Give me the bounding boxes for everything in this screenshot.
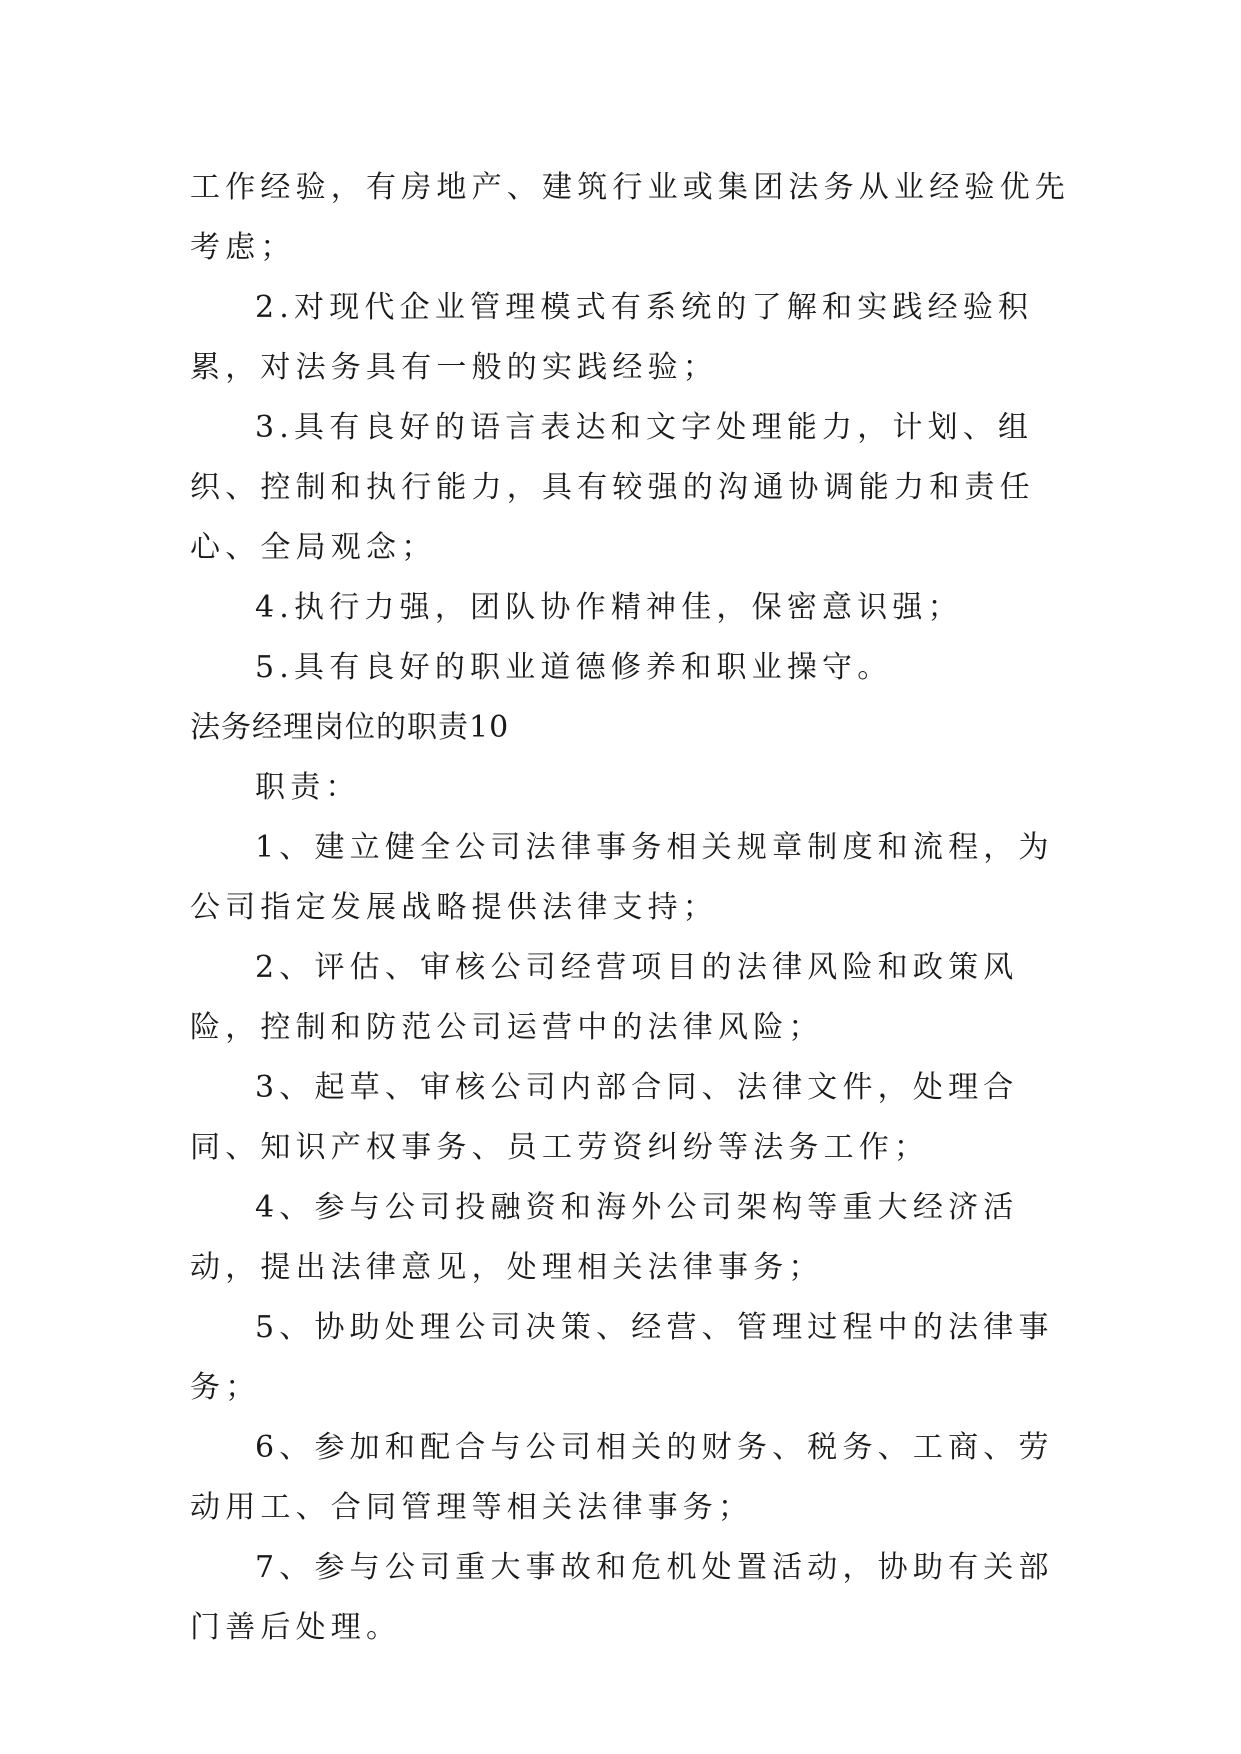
duty-item-6: 6、参加和配合与公司相关的财务、税务、工商、劳动用工、合同管理等相关法律事务； xyxy=(190,1430,1054,1525)
requirement-item-3: 3.具有良好的语言表达和文字处理能力，计划、组织、控制和执行能力，具有较强的沟通协调能力和责任心、全局观念； xyxy=(190,410,1035,565)
duty-item-3: 3、起草、审核公司内部合同、法律文件，处理合同、知识产权事务、员工劳资纠纷等法务工作； xyxy=(190,1070,1019,1165)
document-body xyxy=(190,158,1070,1658)
duty-item-5: 5、协助处理公司决策、经营、管理过程中的法律事务； xyxy=(190,1310,1054,1405)
section-heading: 法务经理岗位的职责10 xyxy=(190,710,510,745)
requirement-item-5: 5.具有良好的职业道德修养和职业操守。 xyxy=(255,650,893,685)
duty-item-7: 7、参与公司重大事故和危机处置活动，协助有关部门善后处理。 xyxy=(190,1550,1054,1645)
duties-label: 职责： xyxy=(255,770,361,805)
requirement-item-2: 2.对现代企业管理模式有系统的了解和实践经验积累，对法务具有一般的实践经验； xyxy=(190,290,1034,385)
duty-item-4: 4、参与公司投融资和海外公司架构等重大经济活动，提出法律意见，处理相关法律事务； xyxy=(190,1190,1019,1285)
requirement-item-4: 4.执行力强，团队协作精神佳，保密意识强； xyxy=(255,590,963,625)
duty-item-1: 1、建立健全公司法律事务相关规章制度和流程，为公司指定发展战略提供法律支持； xyxy=(190,830,1054,925)
duty-item-2: 2、评估、审核公司经营项目的法律风险和政策风险，控制和防范公司运营中的法律风险； xyxy=(190,950,1019,1045)
paragraph-continued: 工作经验，有房地产、建筑行业或集团法务从业经验优先考虑； xyxy=(190,170,1070,265)
